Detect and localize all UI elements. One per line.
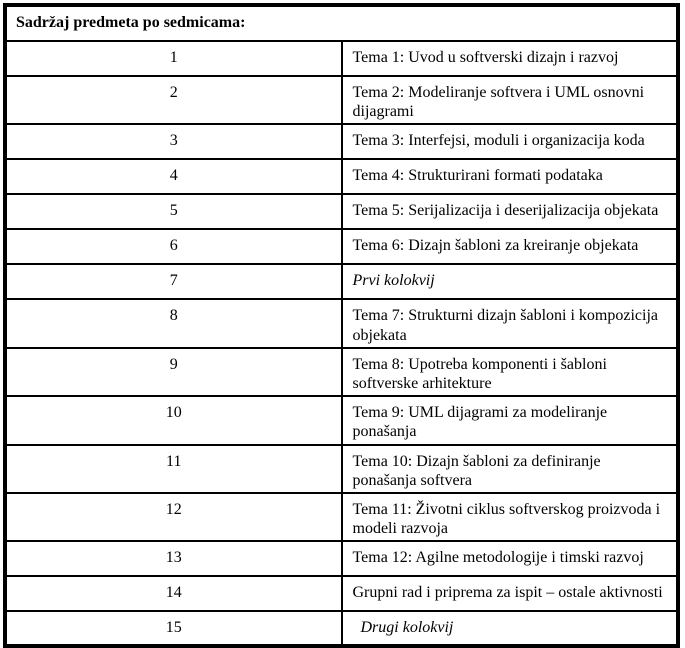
topic-text: Tema 8: Upotreba komponenti i šabloni softverske arhitekture [342,348,679,396]
table-header-title: Sadržaj predmeta po sedmicama: [5,5,678,41]
week-number: 15 [5,611,342,646]
week-number: 4 [5,159,342,194]
table-row [5,493,678,541]
table-row [5,611,678,646]
topic-text: Grupni rad i priprema za ispit – ostale aktivnosti [342,576,679,611]
topic-text: Tema 12: Agilne metodologije i timski razvoj [342,541,679,576]
topic-text: Tema 7: Strukturni dizajn šabloni i kompozicija objekata [342,299,679,347]
topic-text: Tema 4: Strukturirani formati podataka [342,159,679,194]
topic-text: Drugi kolokvij [342,611,679,646]
topic-text: Tema 5: Serijalizacija i deserijalizacija objekata [342,194,679,229]
week-number: 10 [5,396,342,444]
table-row [5,541,678,576]
syllabus-table [3,3,680,648]
week-number: 8 [5,299,342,347]
week-number: 12 [5,493,342,541]
week-number: 2 [5,76,342,124]
week-number: 11 [5,445,342,493]
table-row [5,124,678,159]
table-row [5,194,678,229]
week-number: 14 [5,576,342,611]
table-row [5,229,678,264]
table-row [5,348,678,396]
week-number: 5 [5,194,342,229]
topic-text: Tema 2: Modeliranje softvera i UML osnovni dijagrami [342,76,679,124]
table-row [5,445,678,493]
topic-text: Prvi kolokvij [342,264,679,299]
table-row [5,41,678,76]
topic-text: Tema 10: Dizajn šabloni za definiranje ponašanja softvera [342,445,679,493]
week-number: 7 [5,264,342,299]
table-row [5,396,678,444]
topic-text: Tema 3: Interfejsi, moduli i organizacija koda [342,124,679,159]
table-row [5,76,678,124]
table-row [5,576,678,611]
topic-text: Tema 9: UML dijagrami za modeliranje ponašanja [342,396,679,444]
table-row [5,159,678,194]
week-number: 3 [5,124,342,159]
week-number: 13 [5,541,342,576]
topic-text: Tema 6: Dizajn šabloni za kreiranje objekata [342,229,679,264]
table-row [5,264,678,299]
table-header-row [5,5,678,41]
table-row [5,299,678,347]
week-number: 6 [5,229,342,264]
week-number: 1 [5,41,342,76]
week-number: 9 [5,348,342,396]
topic-text: Tema 1: Uvod u softverski dizajn i razvoj [342,41,679,76]
topic-text: Tema 11: Životni ciklus softverskog proizvoda i modeli razvoja [342,493,679,541]
